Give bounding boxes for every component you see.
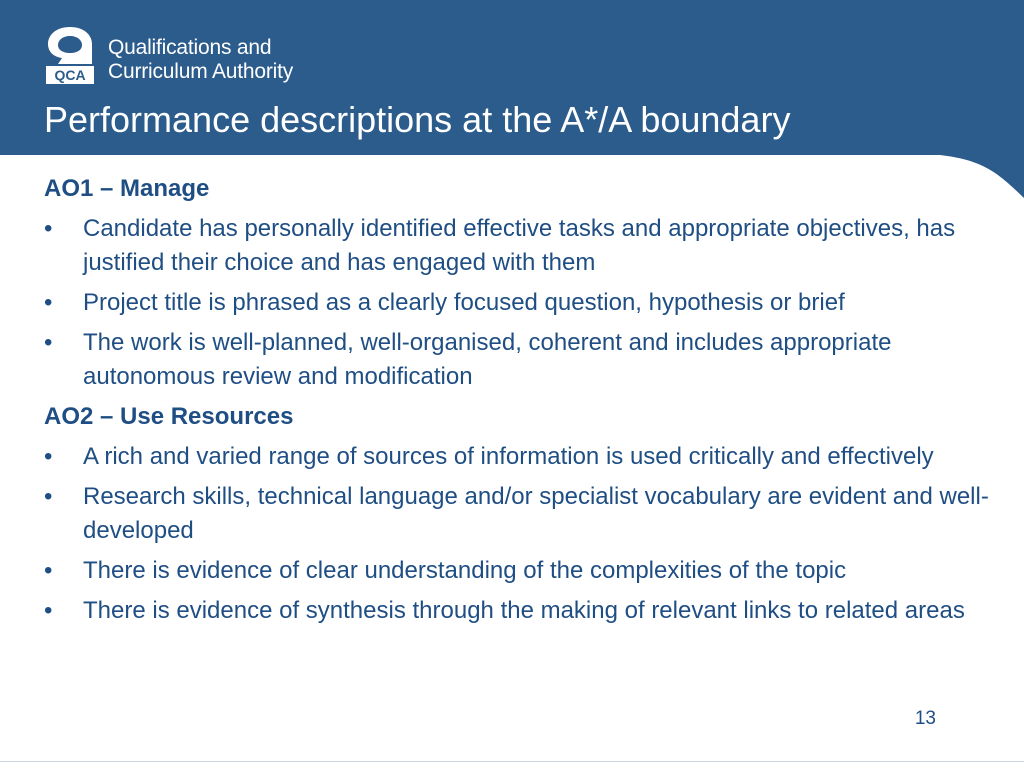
bullet-text: A rich and varied range of sources of information is used critically and effectively bbox=[83, 443, 934, 470]
bullet-list bbox=[44, 440, 1004, 628]
bullet-text: There is evidence of clear understanding of the complexities of the topic bbox=[83, 557, 847, 584]
bullet-text: Candidate has personally identified effective tasks and appropriate objectives, has justified their choice and has engaged with them bbox=[83, 215, 956, 276]
bullet-marker: • bbox=[44, 483, 53, 510]
section-ao1 bbox=[44, 172, 1004, 394]
bullet-item bbox=[44, 594, 1004, 628]
page-number: 13 bbox=[914, 708, 936, 729]
bullet-marker: • bbox=[44, 215, 53, 242]
slide-content bbox=[44, 172, 1004, 634]
bullet-marker: • bbox=[44, 443, 53, 470]
qca-logo bbox=[44, 24, 364, 94]
bullet-marker: • bbox=[44, 597, 53, 624]
bullet-text: The work is well-planned, well-organised, coherent and includes appropriate autonomous review and modification bbox=[83, 329, 892, 390]
slide-title: Performance descriptions at the A*/A boundary bbox=[44, 99, 791, 140]
bullet-marker: • bbox=[44, 329, 53, 356]
footer-divider bbox=[0, 761, 1024, 762]
bullet-text: Research skills, technical language and/or specialist vocabulary are evident and well-developed bbox=[83, 483, 989, 544]
bullet-item bbox=[44, 480, 1004, 548]
bullet-marker: • bbox=[44, 557, 53, 584]
bullet-text: Project title is phrased as a clearly focused question, hypothesis or brief bbox=[83, 289, 845, 316]
bullet-item bbox=[44, 554, 1004, 588]
bullet-text: There is evidence of synthesis through the making of relevant links to related areas bbox=[83, 597, 965, 624]
section-heading: AO1 – Manage bbox=[44, 175, 210, 202]
bullet-item bbox=[44, 326, 1004, 394]
bullet-list bbox=[44, 212, 1004, 394]
logo-line-2: Curriculum Authority bbox=[108, 60, 294, 83]
logo-wordmark bbox=[108, 36, 293, 84]
logo-line-1: Qualifications and bbox=[108, 36, 272, 59]
bullet-item bbox=[44, 440, 1004, 474]
bullet-item bbox=[44, 286, 1004, 320]
section-heading: AO2 – Use Resources bbox=[44, 403, 294, 430]
section-ao2 bbox=[44, 400, 1004, 628]
logo-mark-text: QCA bbox=[54, 67, 86, 83]
bullet-marker: • bbox=[44, 289, 53, 316]
bullet-item bbox=[44, 212, 1004, 280]
qca-logo-icon bbox=[44, 24, 96, 86]
